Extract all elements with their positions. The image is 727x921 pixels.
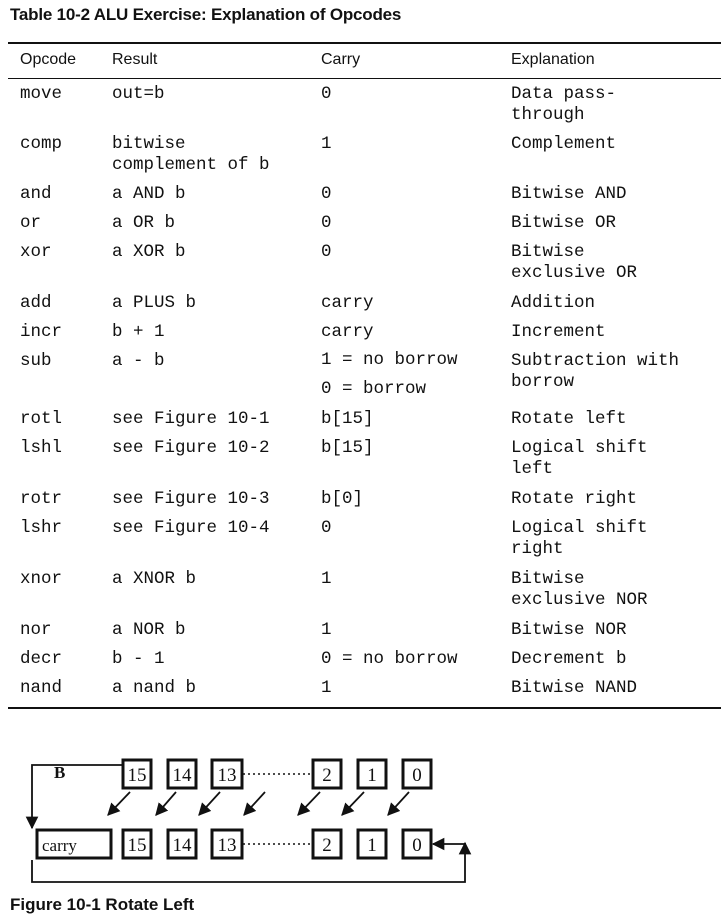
cell-opcode: or bbox=[20, 213, 42, 233]
shift-arrow bbox=[298, 792, 320, 815]
table-row bbox=[0, 645, 727, 674]
cell-result: see Figure 10-1 bbox=[112, 409, 270, 429]
shift-arrow bbox=[199, 792, 220, 815]
shift-arrow bbox=[244, 792, 265, 815]
table-header-rule bbox=[8, 78, 721, 79]
cell-opcode: rotl bbox=[20, 409, 63, 429]
bottom-bit-box bbox=[212, 830, 242, 858]
top-bit-label: 13 bbox=[217, 765, 237, 786]
table-row bbox=[0, 80, 727, 130]
bottom-bit-label: 13 bbox=[217, 835, 237, 856]
cell-explanation: Rotate left bbox=[511, 409, 627, 429]
cell-opcode: move bbox=[20, 84, 63, 104]
cell-explanation: Data pass- through bbox=[511, 84, 617, 125]
top-bit-box bbox=[313, 760, 341, 788]
cell-opcode: nor bbox=[20, 620, 52, 640]
cell-explanation: Complement bbox=[511, 134, 617, 154]
cell-carry: b[15] bbox=[321, 438, 374, 458]
table-row bbox=[0, 347, 727, 405]
cell-carry: b[0] bbox=[321, 489, 364, 509]
cell-opcode: and bbox=[20, 184, 52, 204]
bottom-bit-box bbox=[313, 830, 341, 858]
cell-result: a OR b bbox=[112, 213, 176, 233]
cell-opcode: xnor bbox=[20, 569, 63, 589]
top-bit-box bbox=[212, 760, 242, 788]
cell-opcode: decr bbox=[20, 649, 63, 669]
bottom-bit-label: 15 bbox=[127, 835, 147, 856]
cell-opcode: nand bbox=[20, 678, 63, 698]
cell-explanation: Increment bbox=[511, 322, 606, 342]
cell-opcode: lshr bbox=[20, 518, 63, 538]
table-row bbox=[0, 130, 727, 180]
table-bottom-rule bbox=[8, 707, 721, 709]
table-row bbox=[0, 485, 727, 514]
cell-carry: 0 bbox=[321, 242, 332, 262]
bottom-bit-box bbox=[403, 830, 431, 858]
cell-explanation: Bitwise NOR bbox=[511, 620, 627, 640]
table-row bbox=[0, 289, 727, 318]
cell-carry: 1 bbox=[321, 134, 332, 154]
header-result: Result bbox=[112, 51, 158, 68]
table-row bbox=[0, 238, 727, 289]
cell-carry: 0 bbox=[321, 184, 332, 204]
cell-explanation: Bitwise NAND bbox=[511, 678, 638, 698]
cell-result: a NOR b bbox=[112, 620, 186, 640]
cell-result: a - b bbox=[112, 351, 165, 371]
cell-carry: 1 = no borrow 0 = borrow bbox=[321, 350, 458, 399]
cell-result: b + 1 bbox=[112, 322, 165, 342]
cell-opcode: incr bbox=[20, 322, 63, 342]
bottom-bit-box bbox=[168, 830, 196, 858]
cell-explanation: Addition bbox=[511, 293, 596, 313]
top-bit-box bbox=[403, 760, 431, 788]
cell-carry: 0 bbox=[321, 84, 332, 104]
figure-caption: Figure 10-1 Rotate Left bbox=[10, 895, 195, 914]
table-row bbox=[0, 674, 727, 703]
cell-explanation: Subtraction with borrow bbox=[511, 351, 680, 392]
cell-carry: 0 = no borrow bbox=[321, 649, 458, 669]
cell-explanation: Bitwise OR bbox=[511, 213, 617, 233]
cell-result: see Figure 10-2 bbox=[112, 438, 270, 458]
bottom-bit-label: 2 bbox=[322, 835, 332, 856]
cell-carry: carry bbox=[321, 322, 374, 342]
cell-explanation: Decrement b bbox=[511, 649, 627, 669]
carry-label: carry bbox=[42, 836, 77, 855]
bottom-bit-label: 0 bbox=[412, 835, 422, 856]
cell-result: a XOR b bbox=[112, 242, 186, 262]
shift-arrow bbox=[156, 792, 176, 815]
cell-result: a XNOR b bbox=[112, 569, 197, 589]
cell-result: a nand b bbox=[112, 678, 197, 698]
cell-result: see Figure 10-3 bbox=[112, 489, 270, 509]
cell-result: out=b bbox=[112, 84, 165, 104]
table-row bbox=[0, 565, 727, 616]
cell-carry: b[15] bbox=[321, 409, 374, 429]
table-row bbox=[0, 209, 727, 238]
cell-opcode: xor bbox=[20, 242, 52, 262]
table-row bbox=[0, 180, 727, 209]
header-explanation: Explanation bbox=[511, 51, 595, 68]
top-bit-label: 14 bbox=[172, 765, 192, 786]
table-row bbox=[0, 318, 727, 347]
top-bit-box bbox=[123, 760, 151, 788]
cell-explanation: Logical shift left bbox=[511, 438, 648, 479]
cell-result: a AND b bbox=[112, 184, 186, 204]
cell-opcode: comp bbox=[20, 134, 63, 154]
cell-opcode: sub bbox=[20, 351, 52, 371]
cell-carry: carry bbox=[321, 293, 374, 313]
top-bit-box bbox=[358, 760, 386, 788]
register-label: B bbox=[54, 763, 66, 782]
cell-explanation: Logical shift right bbox=[511, 518, 648, 559]
header-carry: Carry bbox=[321, 51, 361, 68]
header-opcode: Opcode bbox=[20, 51, 77, 68]
cell-carry: 0 bbox=[321, 518, 332, 538]
shift-arrow bbox=[388, 792, 409, 815]
shift-arrow bbox=[342, 792, 364, 815]
bottom-bit-box bbox=[123, 830, 151, 858]
bottom-bit-label: 14 bbox=[172, 835, 192, 856]
table-body bbox=[0, 80, 727, 703]
table-title: Table 10-2 ALU Exercise: Explanation of Opcodes bbox=[10, 5, 402, 24]
cell-opcode: lshl bbox=[20, 438, 63, 458]
cell-explanation: Bitwise AND bbox=[511, 184, 627, 204]
rotate-left-diagram bbox=[0, 735, 727, 890]
cell-result: bitwise complement of b bbox=[112, 134, 270, 175]
table-top-rule bbox=[8, 42, 721, 44]
cell-explanation: Rotate right bbox=[511, 489, 638, 509]
table-row bbox=[0, 405, 727, 434]
cell-carry: 1 bbox=[321, 620, 332, 640]
top-bit-label: 2 bbox=[322, 765, 332, 786]
msb-to-carry-arrow bbox=[32, 765, 123, 828]
top-bit-box bbox=[168, 760, 196, 788]
cell-opcode: rotr bbox=[20, 489, 63, 509]
table-header bbox=[0, 51, 727, 73]
cell-result: a PLUS b bbox=[112, 293, 197, 313]
bottom-bit-box bbox=[358, 830, 386, 858]
cell-result: b - 1 bbox=[112, 649, 165, 669]
carry-box bbox=[37, 830, 111, 858]
cell-explanation: Bitwise exclusive NOR bbox=[511, 569, 648, 610]
top-bit-label: 0 bbox=[412, 765, 422, 786]
cell-carry: 1 bbox=[321, 569, 332, 589]
table-row bbox=[0, 434, 727, 485]
cell-explanation: Bitwise exclusive OR bbox=[511, 242, 638, 283]
table-row bbox=[0, 514, 727, 565]
cell-opcode: add bbox=[20, 293, 52, 313]
table-row bbox=[0, 616, 727, 645]
top-bit-label: 15 bbox=[127, 765, 147, 786]
shift-arrow bbox=[108, 792, 130, 815]
top-bit-label: 1 bbox=[367, 765, 377, 786]
cell-result: see Figure 10-4 bbox=[112, 518, 270, 538]
bottom-bit-label: 1 bbox=[367, 835, 377, 856]
cell-carry: 1 bbox=[321, 678, 332, 698]
cell-carry: 0 bbox=[321, 213, 332, 233]
